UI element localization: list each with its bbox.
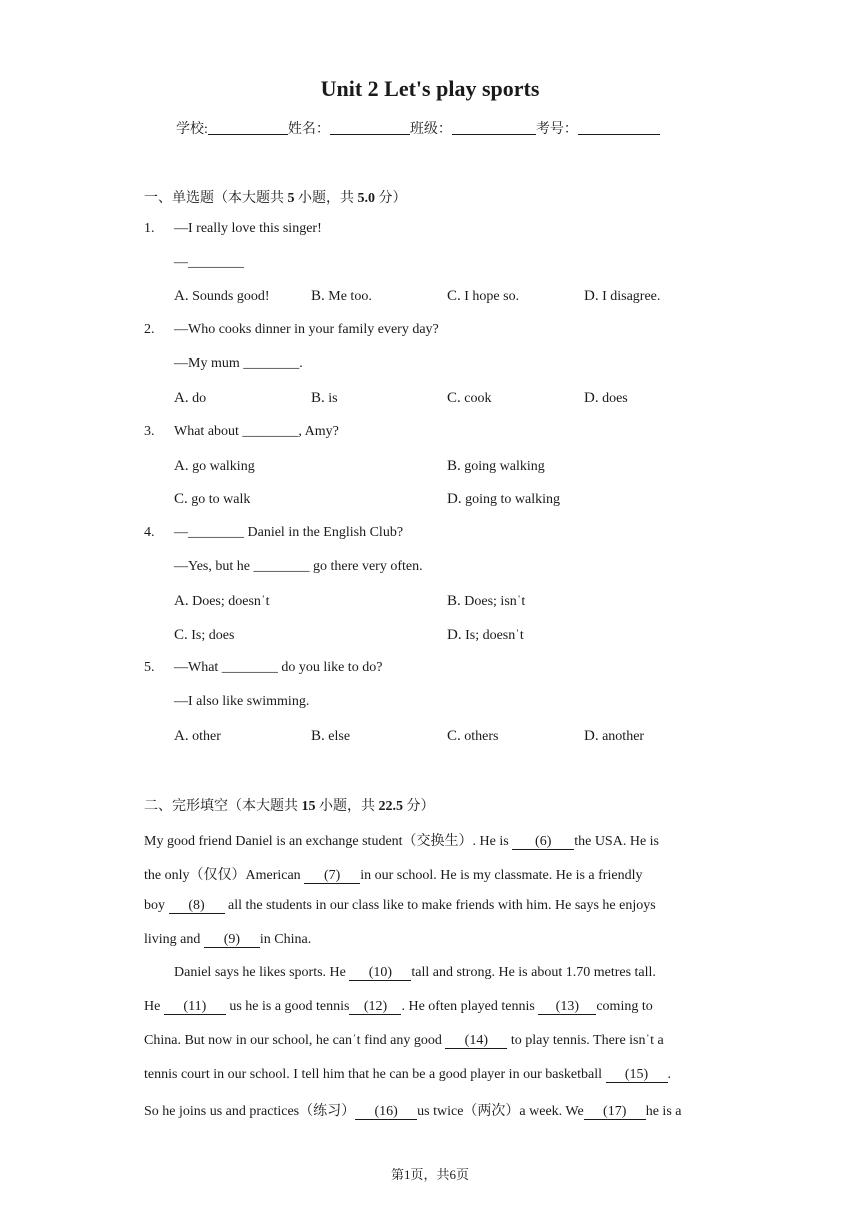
- cloze-blank[interactable]: (8): [169, 898, 225, 914]
- option-b[interactable]: B. going walking: [447, 458, 545, 474]
- name-label: 姓名：: [287, 122, 330, 137]
- question-number: 1.: [144, 221, 155, 236]
- option-c[interactable]: C. Is; does: [174, 627, 235, 643]
- student-info-line: [176, 118, 660, 138]
- option-b[interactable]: B. Me too.: [311, 288, 372, 304]
- question-stem: —What ________ do you like to do?: [174, 660, 383, 675]
- option-a[interactable]: A. Does; doesnˈt: [174, 593, 270, 609]
- question-stem: —________ Daniel in the English Club?: [174, 525, 404, 540]
- passage-line: So he joins us and practices（练习） (16) us twice（两次）a week. We (17) he is a: [144, 1104, 682, 1119]
- option-d[interactable]: D. another: [584, 728, 645, 744]
- cloze-blank[interactable]: (13): [538, 999, 596, 1015]
- section-heading-single-choice: 一、单选题（本大题共 5 小题，共 5.0 分）: [144, 191, 407, 206]
- question-stem: —________: [174, 255, 244, 270]
- exam-no-field[interactable]: [578, 120, 660, 135]
- passage-line: China. But now in our school, he canˈt find any good (14) to play tennis. There isnˈt a: [144, 1033, 664, 1048]
- school-label: 学校:: [176, 122, 208, 137]
- cloze-blank[interactable]: (12): [349, 999, 401, 1015]
- passage-line: the only（仅仅）American (7) in our school. He is my classmate. He is a friendly: [144, 868, 643, 883]
- cloze-blank[interactable]: (7): [304, 868, 360, 884]
- passage-line: tennis court in our school. I tell him that he can be a good player in our basketball (15) .: [144, 1067, 671, 1082]
- cloze-blank[interactable]: (16): [355, 1104, 417, 1120]
- class-field[interactable]: [452, 120, 536, 135]
- passage-line: My good friend Daniel is an exchange student（交换生）. He is (6) the USA. He is: [144, 834, 659, 849]
- option-c[interactable]: C. I hope so.: [447, 288, 520, 304]
- cloze-blank[interactable]: (10): [349, 965, 411, 981]
- name-field[interactable]: [330, 120, 410, 135]
- question-stem: What about ________, Amy?: [174, 424, 339, 439]
- question-number: 3.: [144, 424, 155, 439]
- option-a[interactable]: A. other: [174, 728, 221, 744]
- option-c[interactable]: C. cook: [447, 390, 492, 406]
- question-stem: —I also like swimming.: [174, 694, 310, 709]
- option-d[interactable]: D. I disagree.: [584, 288, 661, 304]
- cloze-blank[interactable]: (11): [164, 999, 226, 1015]
- page-title: Unit 2 Let's play sports: [320, 76, 540, 101]
- option-b[interactable]: B. else: [311, 728, 351, 744]
- section-heading-cloze: 二、完形填空（本大题共 15 小题，共 22.5 分）: [144, 799, 435, 814]
- option-d[interactable]: D. Is; doesnˈt: [447, 627, 524, 643]
- question-number: 4.: [144, 525, 155, 540]
- passage-line: boy (8) all the students in our class like to make friends with him. He says he enjoys: [144, 898, 656, 913]
- cloze-blank[interactable]: (14): [445, 1033, 507, 1049]
- cloze-blank[interactable]: (15): [606, 1067, 668, 1083]
- question-number: 2.: [144, 322, 155, 337]
- school-field[interactable]: [208, 120, 288, 135]
- cloze-blank[interactable]: (17): [584, 1104, 646, 1120]
- cloze-blank[interactable]: (6): [512, 834, 574, 850]
- page-footer: 第1页，共6页: [390, 1167, 469, 1182]
- question-stem: —Yes, but he ________ go there very often.: [174, 559, 423, 574]
- passage-line: living and (9) in China.: [144, 932, 312, 947]
- passage-line: Daniel says he likes sports. He (10) tall and strong. He is about 1.70 metres tall.: [174, 965, 656, 980]
- question-stem: —I really love this singer!: [174, 221, 322, 236]
- option-c[interactable]: C. go to walk: [174, 491, 251, 507]
- class-label: 班级：: [409, 122, 452, 137]
- option-c[interactable]: C. others: [447, 728, 499, 744]
- question-stem: —Who cooks dinner in your family every day?: [174, 322, 439, 337]
- question-number: 5.: [144, 660, 155, 675]
- exam-no-label: 考号：: [535, 122, 578, 137]
- cloze-blank[interactable]: (9): [204, 932, 260, 948]
- passage-line: He (11) us he is a good tennis (12) . He often played tennis (13) coming to: [144, 999, 653, 1014]
- option-d[interactable]: D. does: [584, 390, 628, 406]
- option-b[interactable]: B. is: [311, 390, 338, 406]
- option-a[interactable]: A. Sounds good!: [174, 288, 270, 304]
- question-stem: —My mum ________.: [174, 356, 303, 371]
- option-b[interactable]: B. Does; isnˈt: [447, 593, 526, 609]
- option-a[interactable]: A. go walking: [174, 458, 255, 474]
- option-d[interactable]: D. going to walking: [447, 491, 560, 507]
- option-a[interactable]: A. do: [174, 390, 207, 406]
